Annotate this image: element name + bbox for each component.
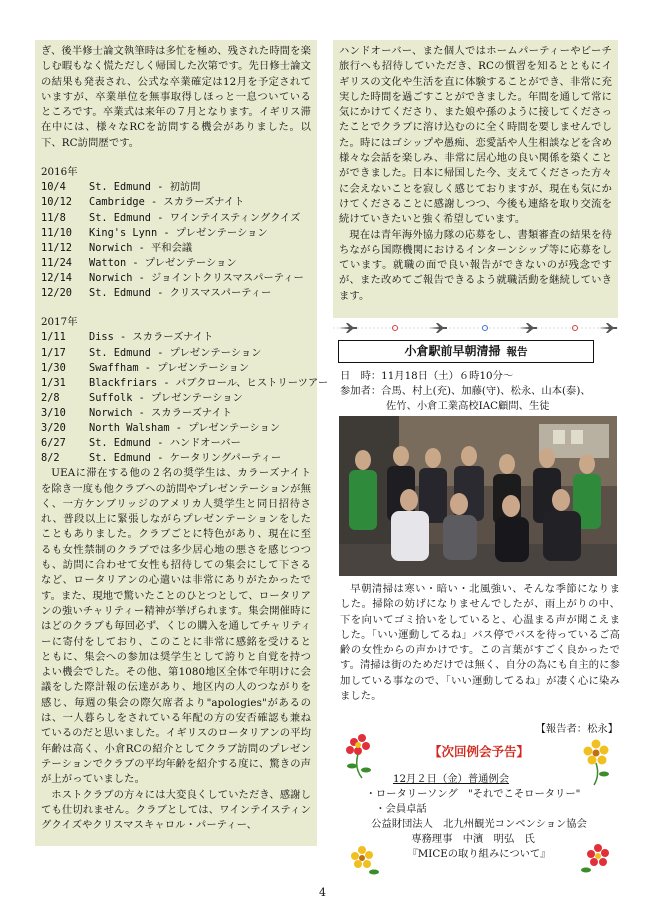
- visit-description: Suffolk - プレゼンテーション: [89, 391, 243, 404]
- visit-list-2017: [41, 330, 329, 466]
- gratitude-paragraph: ハンドオーバー、また個人ではホームパーティーやビーチ旅行へも招待していただき、RCの慣習を知るとともにイギリスの文化や生活を直に体験することができ、非常に充実した時間を過ごすことができました。年間を通して常に気にかけてくださり、また娘や孫のように接してくださったことでクラブに溶け込むのに全く時間を要しませんでした。時にはゴシップや愚痴、恋愛話や人生相談などを含め様々な会話を楽しみ、非常に居心地の良い関係を築くことができました。日本に帰国した今、支えてくださった方々に会えないことを寂しく感じておりますが、現在も気にかけてくださることに感謝しつつ、今後も連絡を取り交流を続けていきたいと強く希望しています。: [339, 45, 612, 226]
- report-paragraph: 早朝清掃は寒い・暗い・北風強い、そんな季節になりました。掃除の妨げになりませんでしたが、雨上がりの中、下を向いてゴミ拾いをしていると、心温まる声が聞こえました。「いい運動してるね」バス停でバスを待っているご高齢の女性からの声かけです。この言葉がすごく良かったです。清掃は街のためだけでは無く、自分の為にも自主的に参加している事なので、「いい運動してるね」が凄く心に染みました。: [340, 583, 620, 703]
- next-meeting-heading: 【次回例会予告】: [428, 744, 529, 759]
- report-title: 小倉駅前早朝清掃: [404, 344, 501, 358]
- visit-row: [41, 180, 311, 195]
- visit-row: [41, 451, 311, 466]
- report-title-sub: 報告: [506, 346, 528, 358]
- impressions-paragraph: UEAに滞在する他の２名の奨学生は、カラーズナイトを除き一度も他クラブへの訪問やプレゼンテーションが無く、一方ケンブリッジのアメリカ人奨学生と同日招待され、普段以上に緊張しながらプレゼンテーションをしたこともありました。クラブごとに特色があり、現在に至るも女性禁制のクラブでは多少居心地の悪さを感じつつも、訪問に合わせて女性も招待しての集会にして下さるなど、ロータリアンの心遣いは非常にありがたかったです。また、現地で驚いたことのひとつとして、ロータリアンの強いチャリティー精神が挙げられます。集会開催時にはどのクラブも毎回必ず、くじの購入を通してチャリティーに寄付をしており、このことに非常に感銘を受けるとともに、集会への参加は奨学生として誇りと自覚を持つよい機会でした。その他、第1080地区全体で年明けに会議をした際計報の伝達があり、地区内の人のつながりを感じ、毎週の集会の際欠席者より"apologies"があるのは、一人暮らしをされている年配の方の安否確認も兼ねているのだと思いました。イギリスのロータリアンの平均年齢は高く、小倉RCの紹介としてクラブ訪問のプレゼンテーションでクラブの平均年齢を紹介する度に、驚きの声が上がっていました。: [41, 467, 311, 786]
- next-meeting-item2: ・会員卓話: [375, 803, 427, 815]
- visit-description: St. Edmund - ケータリングパーティー: [89, 452, 282, 465]
- visit-date: 6/27: [41, 437, 66, 450]
- visit-row: [41, 436, 311, 451]
- host-club-paragraph: ホストクラブの方々には大変良くしていただき、感謝しても仕切れません。クラブとしては、ワインテイスティングクイズやクリスマスキャロル・パーティー、: [41, 788, 311, 832]
- visit-description: North Walsham - プレゼンテーション: [89, 421, 281, 434]
- next-meeting-org: 公益財団法人 北九州観光コンベンション協会: [371, 818, 587, 830]
- visit-date: 12/14: [41, 271, 72, 284]
- report-datetime: 日 時：11月18日（土）６時10分～: [340, 370, 514, 382]
- visit-description: Norwich - スカラーズナイト: [89, 406, 232, 419]
- visit-row: [41, 330, 311, 345]
- visit-description: St. Edmund - クリスマスパーティー: [89, 287, 272, 300]
- visit-row: [41, 391, 311, 406]
- visit-date: 12/20: [41, 287, 72, 300]
- report-attendees-line1: 参加者：合馬、村上(充)、加藤(守)、松永、山本(泰)、: [340, 385, 591, 397]
- intro-paragraph: ぎ、後半修士論文執筆時は多忙を極め、残された時間を楽しむ暇もなく慌ただしく帰国した次第です。先日修士論文の結果も発表され、公式な卒業確定は12月を予定されていますが、卒業単位を無事取得しほっと一息ついているところです。卒業式は来年の７月となります。イギリス滞在中には、様々なRCを訪問する機会がありました。以下、RC訪問歴です。: [41, 45, 311, 149]
- visit-row: [41, 211, 311, 226]
- airplane-icon: [429, 323, 447, 333]
- next-meeting-item1: ・ロータリーソング "それでこそロータリー": [365, 788, 581, 800]
- visit-description: King's Lynn - プレゼンテーション: [89, 226, 268, 239]
- airplane-icon: [599, 323, 617, 333]
- visit-row: [41, 346, 311, 361]
- airplane-icon: [339, 323, 357, 333]
- visit-date: 11/24: [41, 256, 72, 269]
- year-2016-heading: 2016年: [41, 166, 78, 179]
- visit-date: 11/8: [41, 211, 66, 224]
- visit-date: 1/11: [41, 331, 66, 344]
- report-body: [340, 582, 620, 704]
- visit-date: 11/12: [41, 241, 72, 254]
- report-attendees-line2: 佐竹、小倉工業高校IAC顧問、生徒: [386, 400, 550, 412]
- visit-date: 1/17: [41, 346, 66, 359]
- visit-row: [41, 376, 329, 391]
- airplane-icon: [519, 323, 537, 333]
- next-meeting-notice: [340, 730, 618, 880]
- visit-description: Cambridge - スカラーズナイト: [89, 196, 245, 209]
- visit-description: Watton - プレゼンテーション: [89, 256, 237, 269]
- cleanup-report-title: [338, 340, 594, 363]
- visit-date: 10/12: [41, 196, 72, 209]
- visit-date: 11/10: [41, 226, 72, 239]
- visit-row: [41, 361, 311, 376]
- visit-date: 3/20: [41, 421, 66, 434]
- current-status-paragraph: 現在は青年海外協力隊の応募をし、書類審査の結果を待ちながら国際機関におけるインターンシップ等に応募をしています。就職の面で良い報告ができないのが残念ですが、また改めてご報告できるよう就職活動を継続していきます。: [339, 228, 612, 302]
- next-meeting-date: 12月２日（金）普通例会: [392, 773, 510, 785]
- visit-description: St. Edmund - プレゼンテーション: [89, 346, 262, 359]
- visit-list-2016: [41, 180, 311, 301]
- visit-row: [41, 271, 311, 286]
- visit-date: 2/8: [41, 391, 60, 404]
- visit-row: [41, 421, 311, 436]
- visit-row: [41, 406, 311, 421]
- visit-row: [41, 226, 311, 241]
- visit-description: St. Edmund - ワインテイスティングクイズ: [89, 211, 301, 224]
- right-column-continuation: [333, 40, 618, 318]
- visit-row: [41, 195, 311, 210]
- visit-row: [41, 241, 311, 256]
- visit-description: St. Edmund - ハンドオーバー: [89, 437, 241, 450]
- visit-date: 10/4: [41, 181, 66, 194]
- next-meeting-topic: 『MICEの取り組みについて』: [407, 848, 551, 860]
- visit-description: Blackfriars - パブクロール、ヒストリーツアー: [89, 376, 329, 389]
- visit-description: Swaffham - プレゼンテーション: [89, 361, 250, 374]
- visit-description: Diss - スカラーズナイト: [89, 331, 214, 344]
- group-photo: [339, 416, 617, 576]
- left-column: [35, 40, 329, 846]
- visit-date: 1/31: [41, 376, 66, 389]
- visit-description: Norwich - ジョイントクリスマスパーティー: [89, 271, 304, 284]
- visit-description: Norwich - 平和会議: [89, 241, 193, 254]
- next-meeting-speaker: 専務理事 中濱 明弘 氏: [411, 833, 535, 845]
- visit-description: St. Edmund - 初訪問: [89, 181, 201, 194]
- visit-date: 3/10: [41, 406, 66, 419]
- visit-row: [41, 286, 311, 301]
- visit-date: 8/2: [41, 452, 60, 465]
- page-number: 4: [319, 886, 326, 899]
- visit-date: 1/30: [41, 361, 66, 374]
- airplane-divider: [333, 322, 618, 334]
- year-2017-heading: 2017年: [41, 316, 78, 329]
- reporter-credit: 【報告者：松永】: [535, 723, 618, 735]
- visit-row: [41, 256, 311, 271]
